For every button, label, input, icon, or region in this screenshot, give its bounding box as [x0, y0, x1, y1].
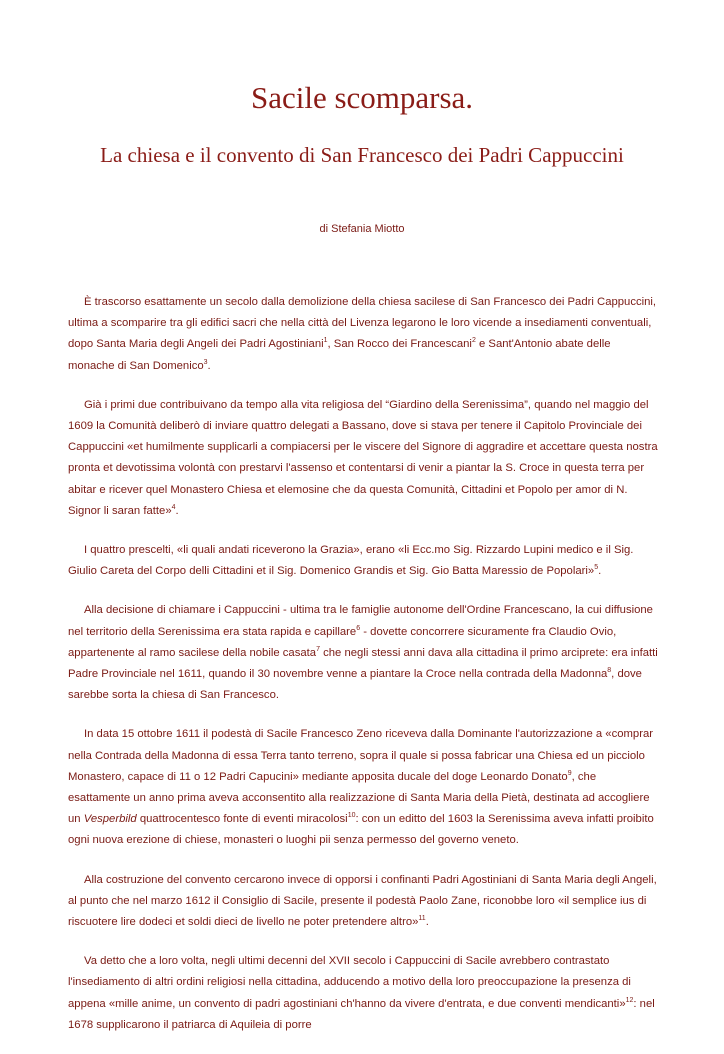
- paragraph-3: [68, 540, 660, 582]
- text: , che esattamente un anno prima aveva acconsentito alla realizzazione di Santa Maria della Pietà, destinata ad accogliere un: [68, 770, 650, 826]
- text: I quattro prescelti, «li quali andati riceverono la Grazia», erano «li Ecc.mo Sig. Rizzardo Lupini medico e il Sig. Giulio Careta del Corpo delli Cittadini et il Sig. Domenico Grandis et Sig. Gio Batta Maressio de Popolari»: [68, 544, 634, 578]
- paragraph-5: [68, 724, 660, 851]
- footnote-ref-10[interactable]: 10: [347, 812, 356, 820]
- text: Già i primi due contribuivano da tempo alla vita religiosa del “Giardino della Serenissima”, quando nel maggio del 1609 la Comunità deliberò di inviare quattro delegati a Bassano, dove si stava per tenere il Capitolo Provinciale dei Cappuccini «et humilmente supplicarli a compiacersi per le viscere del Signore di aggradire et accettare questa nostra pronta et devotissima volontà con prestarvi l'assenso et contentarsi di venir a piantar la S. Croce in questa terra per abitar e ricever quel Monastero Chiesa et elemosine che da questa Comunità, Cittadini et Popolo per amor di N. Signor li saran fatte»: [68, 398, 658, 517]
- paragraph-7: [68, 951, 660, 1036]
- paragraph-1: [68, 292, 660, 377]
- author-line: di Stefania Miotto: [319, 223, 405, 235]
- page-subtitle: La chiesa e il convento di San Francesco dei Padri Cappuccini: [100, 143, 624, 167]
- text: .: [425, 916, 429, 929]
- footnote-ref-9[interactable]: 9: [567, 769, 572, 777]
- footnote-ref-2[interactable]: 2: [471, 337, 476, 345]
- footnote-ref-1[interactable]: 1: [323, 337, 328, 345]
- footnote-ref-8[interactable]: 8: [607, 667, 612, 675]
- text: .: [175, 504, 179, 517]
- footnote-ref-4[interactable]: 4: [171, 503, 176, 511]
- text: : nel 1678 supplicarono il patriarca di Aquileia di porre: [68, 997, 655, 1031]
- text: Va detto che a loro volta, negli ultimi decenni del XVII secolo i Cappuccini di Sacile avrebbero contrastato l'insediamento di altri ordini religiosi nella cittadina, adducendo a motivo della loro preoccupazione la presenza di appena «mille anime, un convento di padri agostiniani ch'hanno da vivere d'entrata, e due conventi mendicanti»: [68, 955, 631, 1010]
- footnote-ref-12[interactable]: 12: [625, 996, 634, 1004]
- body-text: [68, 292, 660, 1054]
- italic-term: Vesperbild: [83, 813, 137, 826]
- text: , San Rocco dei Francescani: [327, 338, 472, 351]
- text: .: [207, 359, 211, 372]
- footnote-ref-7[interactable]: 7: [316, 645, 320, 653]
- footnote-ref-6[interactable]: 6: [356, 624, 361, 632]
- text: che negli stessi anni dava alla cittadina il primo arciprete: era infatti Padre Provinciale nel 1611, quando il 30 novembre venne a piantare la Croce nella contrada della Madonna: [68, 646, 658, 681]
- text: .: [598, 565, 602, 578]
- text: In data 15 ottobre 1611 il podestà di Sacile Francesco Zeno riceveva dalla Dominante l'autorizzazione a «comprar nella Contrada della Madonna di essa Terra tanto terreno, sopra il quale si possa fabricar una Chiesa ed un picciolo Monastero, capace di 11 o 12 Padri Capucini» mediante apposita ducale del doge Leonardo Donato: [68, 728, 653, 783]
- text: e Sant'Antonio abate delle monache di San Domenico: [68, 338, 611, 372]
- text: quattrocentesco fonte di eventi miracolosi: [136, 813, 348, 826]
- text: È trascorso esattamente un secolo dalla demolizione della chiesa sacilese di San Francesco dei Padri Cappuccini, ultima a scomparire tra gli edifici sacri che nella città del Livenza legarono le loro vicende a insediamenti conventuali, dopo Santa Maria degli Angeli dei Padri Agostiniani: [68, 296, 657, 351]
- text: Alla decisione di chiamare i Cappuccini - ultima tra le famiglie autonome dell'Ordine Francescano, la cui diffusione nel territorio della Serenissima era stata rapida e capillare: [68, 604, 653, 638]
- paragraph-6: [68, 870, 660, 934]
- footnote-ref-11[interactable]: 11: [418, 915, 426, 923]
- page-title: Sacile scomparsa.: [250, 80, 474, 115]
- text: - dovette concorrere sicuramente fra Claudio Ovio, appartenente al ramo sacilese della nobile casata: [68, 625, 617, 659]
- text: , dove sarebbe sorta la chiesa di San Francesco.: [68, 668, 642, 702]
- footnote-ref-3[interactable]: 3: [203, 358, 208, 366]
- paragraph-4: [68, 600, 660, 706]
- footnote-ref-5[interactable]: 5: [594, 564, 599, 572]
- text: : con un editto del 1603 la Serenissima aveva infatti proibito ogni nuova erezione di chiese, monasteri o luoghi pii senza permesso del governo veneto.: [68, 813, 654, 847]
- text: Alla costruzione del convento cercarono invece di opporsi i confinanti Padri Agostiniani di Santa Maria degli Angeli, al punto che nel marzo 1612 il Consiglio di Sacile, presente il podestà Paolo Zane, riconobbe loro «il semplice ius di riscuotere lire dodeci et soldi dieci de livello ne poter pretendere altro»: [68, 873, 657, 929]
- paragraph-2: [68, 395, 660, 522]
